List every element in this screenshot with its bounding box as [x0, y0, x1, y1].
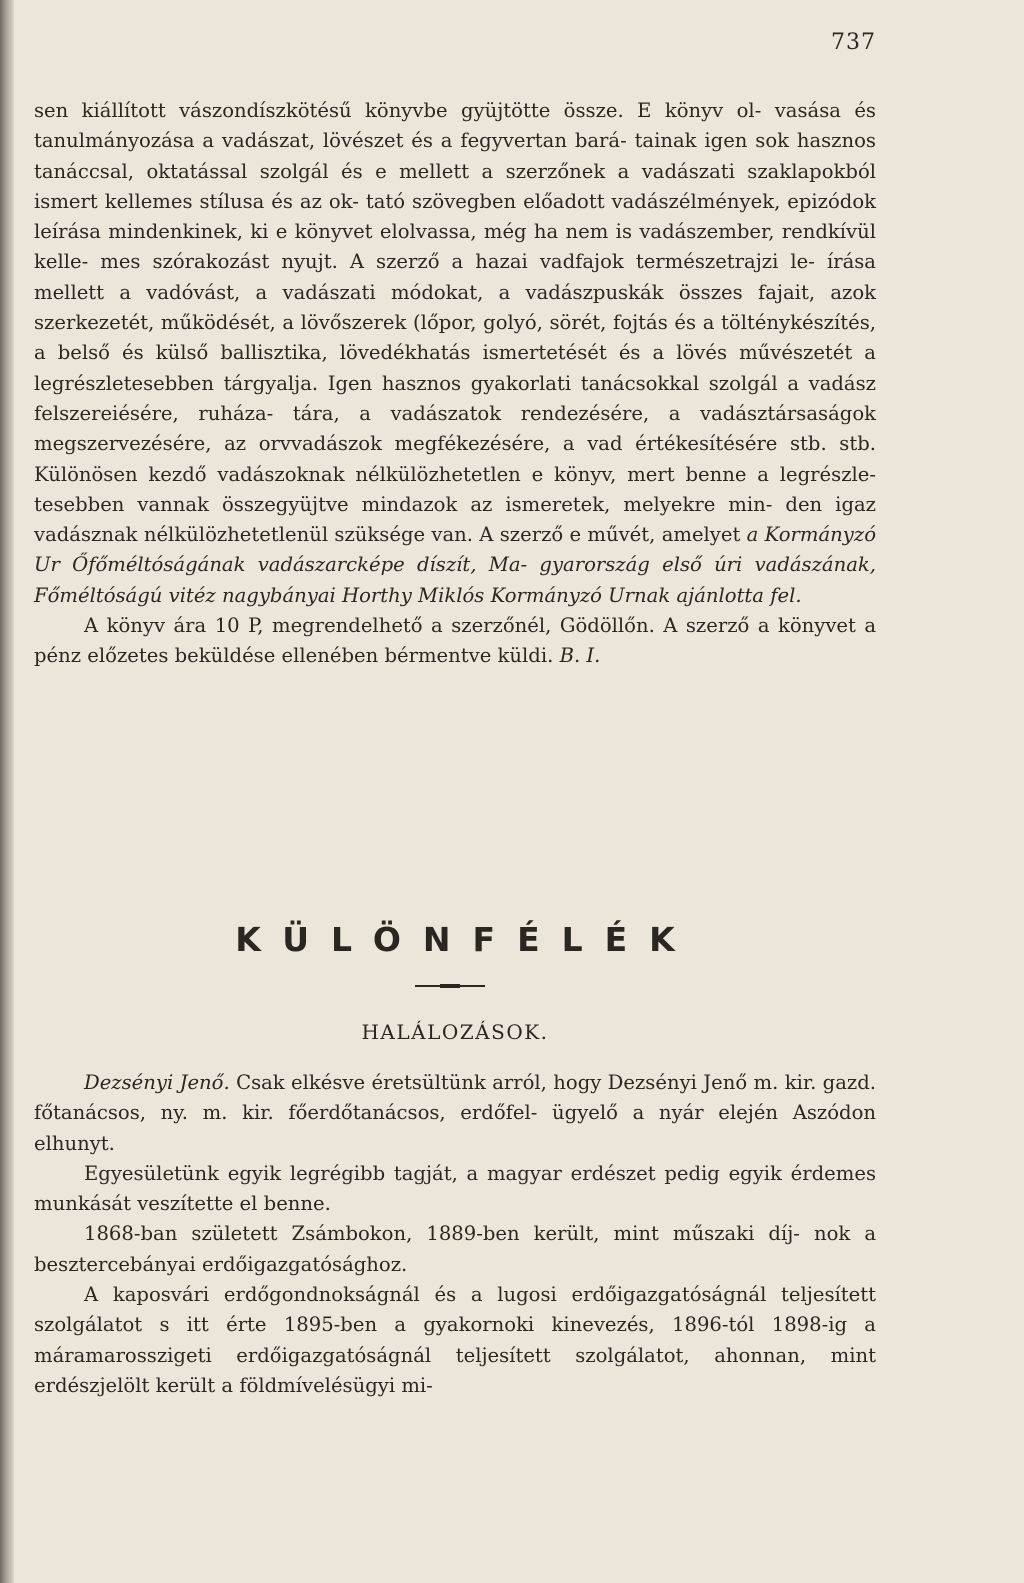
dedication-text: a Kormányzó Ur Őfőméltóságának vadászarcképe díszít, Ma-	[34, 523, 876, 577]
obituary-line: ügyelő a nyár elején Aszódon elhunyt.	[34, 1101, 876, 1155]
section-title: KÜLÖNFÉLÉK	[235, 920, 697, 959]
price-paragraph	[34, 611, 876, 672]
obituary-line: nok a besztercebányai erdőigazgatósághoz.	[34, 1222, 876, 1276]
review-line: fajait, azok szerkezetét, működését, a lövőszerek (lőpor, golyó, sörét,	[34, 280, 876, 335]
review-line: vasása és tanulmányozása a vadászat, lövészet és a fegyvertan bará-	[34, 99, 876, 153]
obituary-line: A kaposvári erdőgondnokságnál és a lugosi erdőigazgatóságnál	[84, 1283, 767, 1307]
obituary-line: teljesített szolgálatot s itt érte 1895-ben a gyakornoki kinevezés,	[34, 1283, 876, 1337]
review-line: mes szórakozást nyujt. A szerző a hazai vadfajok természetrajzi le-	[100, 250, 815, 274]
obituary-line: Jenő m. kir. gazd. főtanácsos, ny. m. kir. főerdőtanácsos, erdőfel-	[34, 1071, 876, 1125]
review-line: den igaz vadásznak nélkülözhetetlenül szüksége van. A szerző e művét,	[34, 492, 876, 547]
obituary-paragraph	[34, 1280, 876, 1401]
review-line: ismertetését és a lövés művészetét a legrészletesebben tárgyalja. Igen	[34, 341, 876, 395]
obituary-line: Csak elkésve éretsültünk arról, hogy Dezsényi	[229, 1071, 697, 1094]
review-line: tató szövegben előadott vadászélmények, epizódok leírása mindenkinek,	[34, 189, 877, 244]
review-line: ki e könyvet elolvassa, még ha nem is vadászember, rendkívül kelle-	[34, 220, 876, 274]
obituary-paragraph	[34, 1159, 876, 1220]
obituary-line: Egyesületünk egyik legrégibb tagját, a magyar erdészet pedig	[84, 1161, 720, 1185]
review-line: tainak igen sok hasznos tanáccsal, oktatással szolgál és e mellett a	[34, 129, 876, 183]
page-number: 737	[831, 30, 876, 55]
obituary-section	[34, 1068, 876, 1401]
review-signature: B. I.	[559, 644, 601, 668]
obituary-paragraph	[34, 1219, 876, 1280]
dedication-text: gyarország első úri vadászának, Főméltóságú vitéz nagybányai	[34, 553, 877, 607]
review-paragraph	[34, 96, 876, 611]
book-review-section	[34, 96, 876, 672]
price-line: A könyv ára 10 P, megrendelhető a szerzőnél, Gödöllőn. A szerző	[84, 614, 750, 638]
section-divider	[415, 985, 485, 987]
obituary-paragraph	[34, 1068, 876, 1159]
review-line: hasznos gyakorlati tanácsokkal szolgál a vadász felszereiésére, ruháza-	[34, 371, 876, 425]
deceased-name: Dezsényi Jenő.	[84, 1071, 230, 1094]
review-line: fojtás és a tölténykészítés, a belső és külső ballisztika, lövedékhatás	[34, 311, 876, 365]
obituary-line: 1868-ban született Zsámbokon, 1889-ben került, mint műszaki díj-	[84, 1222, 800, 1246]
review-line: tesebben vannak összegyüjtve mindazok az ismeretek, melyekre min-	[34, 492, 773, 516]
obituary-line: szolgálatot, ahonnan, mint erdészjelölt került a földmívelésügyi mi-	[34, 1343, 876, 1397]
subsection-title: HALÁLOZÁSOK.	[361, 1020, 549, 1044]
dedication-text: Horthy Miklós Kormányzó Urnak ajánlotta fel.	[342, 583, 802, 607]
review-line: az orvvadászok megfékezésére, a vad értékesítésére stb. stb. Különösen	[34, 432, 876, 486]
review-line: kezdő vadászoknak nélkülözhetetlen e könyv, mert benne a legrészle-	[148, 462, 877, 486]
obituary-line: egyik érdemes munkását veszítette el benne.	[34, 1161, 876, 1216]
dedication-prefix: amelyet	[661, 523, 747, 547]
review-line: szerzőnek a vadászati szaklapokból ismert kellemes stílusa és az ok-	[34, 159, 877, 213]
price-line: a könyvet a pénz előzetes beküldése ellenében bérmentve küldi.	[34, 614, 877, 668]
review-line: tára, a vadászatok rendezésére, a vadásztársaságok megszervezésére,	[34, 401, 876, 456]
review-line: sen kiállított vászondíszkötésű könyvbe gyüjtötte össze. E könyv ol-	[34, 99, 762, 122]
obituary-line: 1896-tól 1898-ig a máramarosszigeti erdőigazgatóságnál teljesített	[34, 1313, 876, 1367]
review-line: írása mellett a vadóvást, a vadászati módokat, a vadászpuskák összes	[34, 250, 876, 304]
page-binding-edge	[0, 0, 14, 1583]
